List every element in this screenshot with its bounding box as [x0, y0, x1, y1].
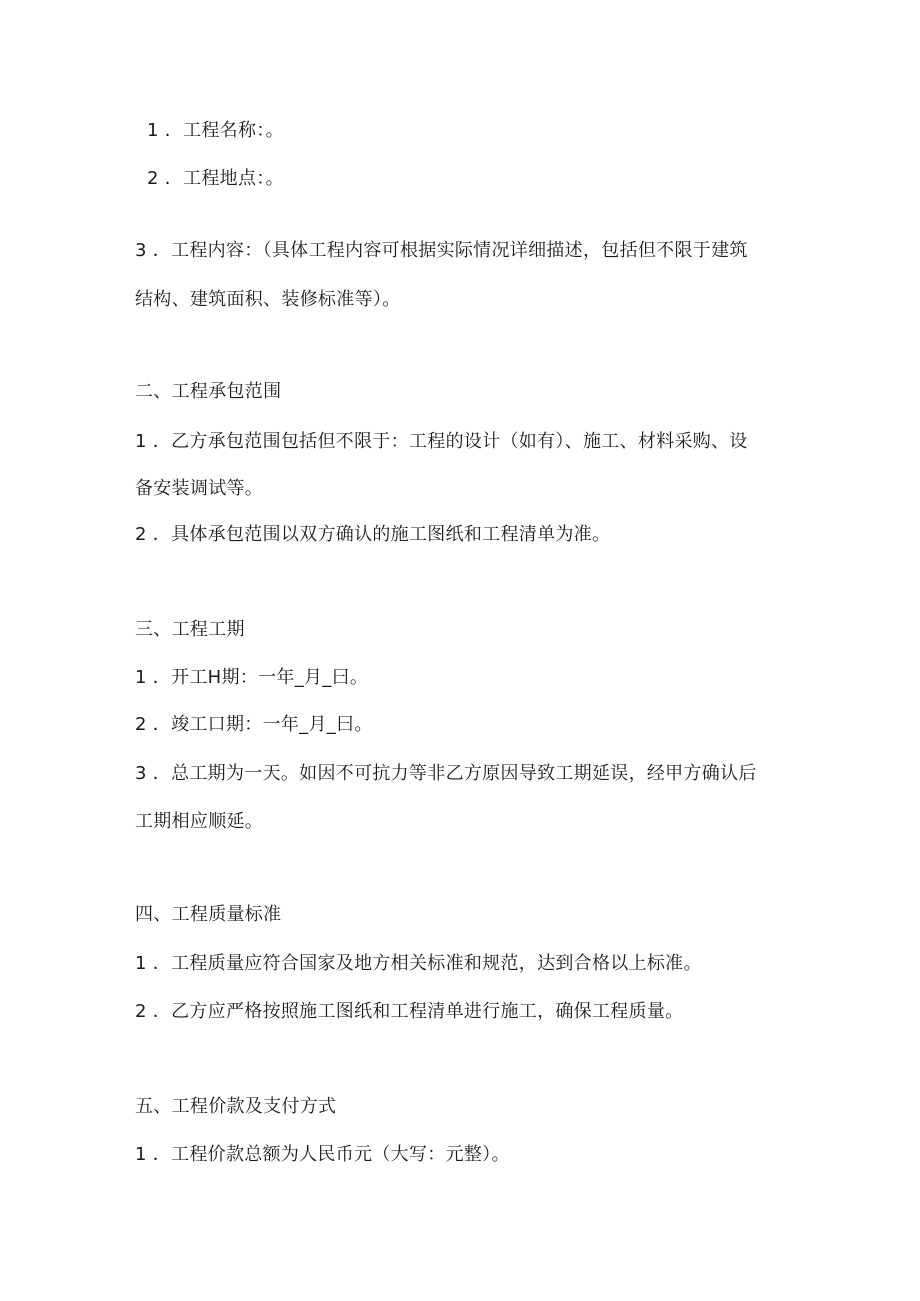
- payment-item-1: 1 ．工程价款总额为人民币元（大写：元整）。: [135, 1144, 510, 1165]
- schedule-total-duration: 3 ．总工期为一天。如因不可抗力等非乙方原因导致工期延误，经甲方确认后: [135, 763, 757, 784]
- project-content-line-cont: 结构、建筑面积、装修标准等）。: [135, 289, 401, 310]
- project-location-line: 2 ．工程地点：。: [147, 168, 284, 189]
- quality-item-2: 2 ．乙方应严格按照施工图纸和工程清单进行施工，确保工程质量。: [135, 1001, 684, 1022]
- schedule-start-date: 1 ．开工H期：一年_月_曰。: [135, 667, 369, 688]
- project-content-line: 3 ．工程内容：（具体工程内容可根据实际情况详细描述，包括但不限于建筑: [135, 240, 748, 261]
- section-heading-quality: 四、工程质量标准: [135, 904, 282, 925]
- schedule-finish-date: 2 ．竣工口期：一年_月_曰。: [135, 714, 373, 735]
- section-heading-scope: 二、工程承包范围: [135, 381, 282, 402]
- quality-item-1: 1 ．工程质量应符合国家及地方相关标准和规范，达到合格以上标准。: [135, 953, 702, 974]
- schedule-total-duration-cont: 工期相应顺延。: [135, 811, 264, 832]
- scope-item-2: 2 ．具体承包范围以双方确认的施工图纸和工程清单为准。: [135, 524, 611, 545]
- project-name-line: 1 ．工程名称：。: [147, 120, 284, 141]
- scope-item-1-cont: 备安装调试等。: [135, 478, 264, 499]
- section-heading-schedule: 三、工程工期: [135, 619, 245, 640]
- section-heading-payment: 五、工程价款及支付方式: [135, 1096, 337, 1117]
- scope-item-1: 1 ．乙方承包范围包括但不限于：工程的设计（如有）、施工、材料采购、设: [135, 431, 748, 452]
